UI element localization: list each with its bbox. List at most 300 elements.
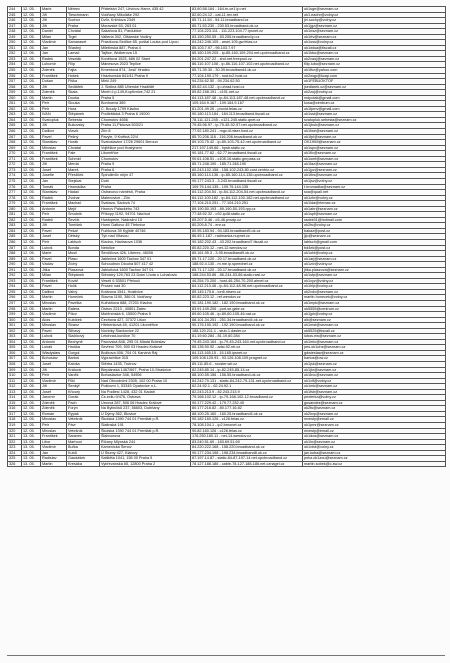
address-cell: Říčany Mlýnská 244: [100, 439, 191, 445]
row-number-cell: 272: [8, 162, 22, 168]
email-cell: ok1nsz@seznam.cz: [303, 29, 446, 35]
email-cell: ok1jyz@seznam.cz: [303, 167, 446, 173]
address-cell: Kmentová 874, 'Jesil' Hradec: [100, 68, 191, 74]
date-cell: 13. 05.: [22, 434, 41, 440]
last-name-cell: Šilhavý: [67, 328, 100, 334]
date-cell: 12. 05.: [22, 84, 41, 90]
date-cell: 12. 05.: [22, 167, 41, 173]
first-name-cell: Dalibor: [41, 129, 67, 135]
last-name-cell: Forýn: [67, 406, 100, 412]
ip-host-cell: 90.61.108.51 - c108.16.static.gnrpass.cz: [191, 156, 303, 162]
first-name-cell: Jan: [41, 178, 67, 184]
address-cell: Školská 1390 744 01 Frenštát p.R.: [100, 417, 191, 423]
date-cell: 12. 05.: [22, 334, 41, 340]
address-cell: Pacovská 848, 295 01 Mladá Boleslav: [100, 339, 191, 345]
row-number-cell: 276: [8, 184, 22, 190]
last-name-cell: Bukovský: [67, 123, 100, 129]
email-cell: ok1mst@seznam.cz: [303, 323, 446, 329]
last-name-cell: Marhoul: [67, 439, 100, 445]
first-name-cell: Jiří: [41, 23, 67, 29]
last-name-cell: Douša: [67, 95, 100, 101]
address-cell: Špindlerův mlýn 47: [100, 173, 191, 179]
address-cell: Fučíkova 39 Kyjiště 40746: [100, 228, 191, 234]
ip-host-cell: 89.190.50.193 - 89-190-50-193.rpy.cz: [191, 206, 303, 212]
email-cell: ok1vbd@volny.cz: [303, 445, 446, 451]
ip-host-cell: 84.242.246.105 - arsel-105.gw.felas.cz: [191, 40, 303, 46]
contest-log-table: [7, 6, 446, 467]
last-name-cell: Praha: [67, 23, 100, 29]
ip-host-cell: 77.104.210.251 - 77.104.210.251: [191, 201, 303, 207]
ip-host-cell: 86.49.1.187 - radmanka.nupnet.cz: [191, 234, 303, 240]
ip-host-cell: 80.177.216.82 - 80.177.16.82: [191, 406, 303, 412]
date-cell: 12. 05.: [22, 95, 41, 101]
address-cell: Vodňany Mikoláše 292: [100, 12, 191, 18]
email-cell: ok2zoj@volny.cz: [303, 90, 446, 96]
row-number-cell: 300: [8, 317, 22, 323]
date-cell: 12. 05.: [22, 317, 41, 323]
ip-host-cell: 109.75.144.135 - 109.75.144.135: [191, 184, 303, 190]
first-name-cell: Vladimír: [41, 40, 67, 46]
address-cell: Praha 11,Pickova 503/21: [100, 123, 191, 129]
address-cell: Stavna 1190, 386 01 Vodňany: [100, 295, 191, 301]
ip-host-cell: 80.243.102.158 - 158-102-243-80.cust.centrio.cz: [191, 167, 303, 173]
date-cell: 12. 05.: [22, 406, 41, 412]
date-cell: 12. 05.: [22, 417, 41, 423]
date-cell: 12. 05.: [22, 68, 41, 74]
ip-host-cell: 85.71.11.54 - 54.11.broadband.cz: [191, 18, 303, 24]
first-name-cell: Jiří: [41, 123, 67, 129]
date-cell: 13. 05.: [22, 439, 41, 445]
ip-host-cell: 188.120.211.1 - stub-1.dasler.cz: [191, 328, 303, 334]
row-number-cell: 268: [8, 140, 22, 146]
address-cell: Praha 9: [100, 162, 191, 168]
ip-host-cell: 188.244.53.86 - 86-244-53-86.static.rwsl.cz: [191, 273, 303, 279]
date-cell: 12. 05.: [22, 411, 41, 417]
address-cell: Salštěta 1041, 155 00 Praha 5: [100, 456, 191, 462]
address-cell: U Stumy 427, Klatovy: [100, 450, 191, 456]
date-cell: 12. 05.: [22, 51, 41, 57]
last-name-cell: Pávr: [67, 423, 100, 429]
date-cell: 13. 05.: [22, 450, 41, 456]
first-name-cell: Jitka: [41, 267, 67, 273]
address-cell: Podleštická 3 Praha 6 19000: [100, 112, 191, 118]
first-name-cell: Lubomír: [41, 62, 67, 68]
first-name-cell: Radek: [41, 217, 67, 223]
first-name-cell: Jiří: [41, 367, 67, 373]
ip-host-cell: 90.177.243.3 - 3.243.broadband.tiscali.cz: [191, 178, 303, 184]
ip-host-cell: 78.111.121.245 - c121-245.static.qnet.cz: [191, 117, 303, 123]
row-number-cell: 267: [8, 134, 22, 140]
email-cell: ok1mtc@seznam.cz: [303, 339, 446, 345]
row-number-cell: 254: [8, 62, 22, 68]
date-cell: 12. 05.: [22, 56, 41, 62]
ip-host-cell: 78.127.188.186 - cable-78-127-188-186.net.cznagel.cz: [191, 461, 303, 467]
row-number-cell: 270: [8, 151, 22, 157]
ip-host-cell: 77.92.180.241 - mgv.dl.ntser.host.cz: [191, 129, 303, 135]
date-cell: 12. 05.: [22, 245, 41, 251]
last-name-cell: Bartoš: [67, 356, 100, 362]
first-name-cell: Jiří: [41, 84, 67, 90]
row-number-cell: 298: [8, 306, 22, 312]
row-number-cell: 246: [8, 18, 22, 24]
last-name-cell: Vaněk: [67, 373, 100, 379]
row-number-cell: 305: [8, 345, 22, 351]
email-cell: filip.lubo@seznam.cz: [303, 62, 446, 68]
first-name-cell: Luboš: [41, 334, 67, 340]
email-cell: ok1fpmv@gmail.com: [303, 106, 446, 112]
address-cell: Mnetí č.p.149,Kopřivnice,742 21: [100, 90, 191, 96]
address-cell: Schoudnov Dlouhá 607 417 42: [100, 262, 191, 268]
last-name-cell: Filip: [67, 62, 100, 68]
email-cell: ok1jpk@volny.cz: [303, 312, 446, 318]
ip-host-cell: 77.104.190.179 - nod.tc2.host.cz: [191, 73, 303, 79]
address-cell: Kamenická Šenov: [100, 445, 191, 451]
date-cell: 12. 05.: [22, 384, 41, 390]
last-name-cell: Gorák: [67, 395, 100, 401]
last-name-cell: Machač: [67, 201, 100, 207]
date-cell: 12. 05.: [22, 267, 41, 273]
first-name-cell: Josef: [41, 167, 67, 173]
date-cell: 12. 05.: [22, 195, 41, 201]
last-name-cell: Slačíkový: [67, 334, 100, 340]
date-cell: 12. 05.: [22, 356, 41, 362]
address-cell: Čs.exilu 9/476, Ostrava: [100, 395, 191, 401]
row-number-cell: 309: [8, 367, 22, 373]
address-cell: Hrázkovská 841/41 Praha 9: [100, 73, 191, 79]
row-number-cell: 277: [8, 190, 22, 196]
date-cell: 12. 05.: [22, 206, 41, 212]
address-cell: Praha 5: [100, 95, 191, 101]
email-cell: sxa@quail.net: [303, 190, 446, 196]
ip-host-cell: 79.45.243.164 - ip-79-45-243-164.net.upcbroadband.cz: [191, 339, 303, 345]
page-footer-rule: [7, 655, 445, 662]
address-cell: Vojtěšice pod Hostýnem: [100, 145, 191, 151]
first-name-cell: Petr: [41, 373, 67, 379]
row-number-cell: 271: [8, 156, 22, 162]
date-cell: 12. 05.: [22, 262, 41, 268]
ip-host-cell: 89.82.158.191 - c191.net.cz: [191, 90, 303, 96]
row-number-cell: 256: [8, 73, 22, 79]
date-cell: 12. 05.: [22, 117, 41, 123]
first-name-cell: František: [41, 156, 67, 162]
first-name-cell: Antonín: [41, 206, 67, 212]
address-cell: Sevření 709, 500 03 Hradec Králové: [100, 345, 191, 351]
email-cell: jijo@seznam.cz: [303, 234, 446, 240]
ip-host-cell: 84.112.213.48 - ip-84-112-48-96.net.upcbroadband.cz: [191, 284, 303, 290]
ip-host-cell: 90.182.160.126 - c126.felas.cz: [191, 417, 303, 423]
ip-host-cell: 85.70.206.116 - 116.206.broadband.ok.cz: [191, 134, 303, 140]
address-cell: Chomutov 4656: [100, 117, 191, 123]
first-name-cell: Daniel: [41, 29, 67, 35]
row-number-cell: 258: [8, 84, 22, 90]
row-number-cell: 279: [8, 201, 22, 207]
row-number-cell: 245: [8, 12, 22, 18]
row-number-cell: 274: [8, 173, 22, 179]
address-cell: Valteria 302, Olšánské Vodiny: [100, 34, 191, 40]
row-number-cell: 257: [8, 79, 22, 85]
ip-host-cell: 87.197.14.87 - static-84-87-197-14.net.upcbroadband.cz: [191, 456, 303, 462]
email-cell: ok1ths@seznam.cz: [303, 173, 446, 179]
date-cell: 12. 05.: [22, 228, 41, 234]
address-cell: Horní Datlovo 45 Třebnice: [100, 223, 191, 229]
email-cell: pexterka@volny.cz: [303, 395, 446, 401]
email-cell: ok1vlf@volny.cz: [303, 378, 446, 384]
first-name-cell: Libor: [41, 439, 67, 445]
date-cell: 12. 05.: [22, 79, 41, 85]
email-cell: jsedlarek.cz@seznam.cz: [303, 84, 446, 90]
email-cell: jitka.plaszova@seznam.cz: [303, 267, 446, 273]
address-cell: Bieplánská 1467/667, Praha 10-Strašnice: [100, 367, 191, 373]
email-cell: ok1spf@seznam.cz: [303, 212, 446, 218]
row-number-cell: 288: [8, 251, 22, 257]
email-cell: gusandez@seznam.cz: [303, 400, 446, 406]
email-cell: kosa@centrum.cz: [303, 101, 446, 107]
first-name-cell: Petr: [41, 106, 67, 112]
address-cell: Na Bylinčíků 237, 56603, Dubňany: [100, 406, 191, 412]
ip-host-cell: 84.201.247.22 - shd.net.freepool.cz: [191, 56, 303, 62]
email-cell: ok1wtua@tiscali.cz: [303, 45, 446, 51]
address-cell: Přátelství 247, Litvínov-Hamr, 435 42: [100, 7, 191, 13]
address-cell: Zlín 8: [100, 129, 191, 135]
ip-host-cell: 85.207.5.46 - c5-46.pvsdp.cz: [191, 217, 303, 223]
email-cell: ok2fu@seznam.cz: [303, 406, 446, 412]
last-name-cell: Merda: [67, 162, 100, 168]
ip-host-cell: 85.62.44.132 - ip.uhrad.host.cz: [191, 84, 303, 90]
row-number-cell: 319: [8, 423, 22, 429]
ip-host-cell: 84.112.100.182 - ip-84-112-100-182.net.upcbroadband.cz: [191, 195, 303, 201]
first-name-cell: Zdeněk: [41, 406, 67, 412]
first-name-cell: Jiří: [41, 162, 67, 168]
address-cell: Stěrba 1435, Trutnov: [100, 362, 191, 368]
ip-host-cell: 90.177.234.198 - 198.234.broadband8.ok.cz: [191, 450, 303, 456]
date-cell: 12. 05.: [22, 156, 41, 162]
address-cell: Na Podlesí 1428, 432 01 Kadaň: [100, 389, 191, 395]
row-number-cell: 261: [8, 101, 22, 107]
last-name-cell: Kovář: [67, 278, 100, 284]
email-cell: ok1xyz@volny.cz: [303, 278, 446, 284]
last-name-cell: Tieschmann: [67, 12, 100, 18]
date-cell: 12. 05.: [22, 201, 41, 207]
email-cell: ok1smf@seznam.cz: [303, 156, 446, 162]
address-cell: Příkopy 1192, 94701 Náchod: [100, 212, 191, 218]
first-name-cell: Petr: [41, 239, 67, 245]
email-cell: ok1flv@seznam.cz: [303, 151, 446, 157]
last-name-cell: Píkor: [67, 312, 100, 318]
ip-host-cell: 90.181.190.182 - 182.190.broadband.ok.cz: [191, 300, 303, 306]
row-number-cell: 292: [8, 273, 22, 279]
date-cell: 12. 05.: [22, 40, 41, 46]
email-cell: ok1rtv@seznam.cz: [303, 34, 446, 40]
email-cell: ok1pmr@seznam.cz: [303, 423, 446, 429]
date-cell: 12. 05.: [22, 145, 41, 151]
last-name-cell: Sochor: [67, 18, 100, 24]
address-cell: Proseč nad 30: [100, 284, 191, 290]
address-cell: Svatoslavice 17/26 29601 Beroun: [100, 140, 191, 146]
first-name-cell: Václav: [41, 262, 67, 268]
row-number-cell: 317: [8, 411, 22, 417]
row-number-cell: 260: [8, 95, 22, 101]
row-number-cell: 306: [8, 350, 22, 356]
row-number-cell: 316: [8, 406, 22, 412]
last-name-cell: Fajta: [67, 68, 100, 74]
last-name-cell: Mejíř: [67, 206, 100, 212]
date-cell: 12. 05.: [22, 284, 41, 290]
email-cell: ok1kbu@seznam.cz: [303, 51, 446, 57]
email-cell: ok1ziv@volny.cz: [303, 262, 446, 268]
last-name-cell: Hora: [67, 106, 100, 112]
ip-host-cell: 90.181.77.62 - 62.77.broadband.tiscali.cz: [191, 151, 303, 157]
last-name-cell: Trgel: [67, 34, 100, 40]
date-cell: 12. 05.: [22, 184, 41, 190]
first-name-cell: Petr: [41, 212, 67, 218]
last-name-cell: Lamač: [67, 51, 100, 57]
ip-host-cell: 85.71.17.120 - 20.17.broadband.ok.cz: [191, 256, 303, 262]
row-number-cell: 294: [8, 284, 22, 290]
ip-host-cell: 85.103.7.97 - 96.103.7.97: [191, 45, 303, 51]
row-number-cell: 324: [8, 450, 22, 456]
row-number-cell: 264: [8, 117, 22, 123]
ip-host-cell: 82.245.85.14 - ip-82-245-85-14.cz: [191, 367, 303, 373]
first-name-cell: Radislav: [41, 456, 67, 462]
ip-host-cell: 90.176.190.192 - 192.190.broadband.ok.cz: [191, 323, 303, 329]
date-cell: 12. 05.: [22, 306, 41, 312]
email-cell: ok1jkr@seznam.cz: [303, 367, 446, 373]
address-cell: Veselí 6 53501 Přelouč: [100, 278, 191, 284]
email-cell: ok1FEBUOKTOF: [303, 79, 446, 85]
last-name-cell: Kňoury: [67, 389, 100, 395]
first-name-cell: Roman: [41, 411, 67, 417]
ip-host-cell: 86.110.107.108 - ip-86-110-107-102.net.upcbroadband.cz: [191, 62, 303, 68]
address-cell: Vybřevanská 65, 12800 Praha 2: [100, 461, 191, 467]
date-cell: 12. 05.: [22, 367, 41, 373]
first-name-cell: Jiří: [41, 384, 67, 390]
last-name-cell: Fale: [67, 151, 100, 157]
ip-host-cell: 83.240.51.69 - 183.69.51.69: [191, 439, 303, 445]
ip-host-cell: 80.82.223.12 - ref.wendov.cz: [191, 295, 303, 301]
row-number-cell: 259: [8, 90, 22, 96]
first-name-cell: Władysław: [41, 350, 67, 356]
first-name-cell: Tomáš: [41, 184, 67, 190]
email-cell: ok1fwe@seznam.cz: [303, 129, 446, 135]
date-cell: 12. 05.: [22, 123, 41, 129]
date-cell: 12. 05.: [22, 101, 41, 107]
first-name-cell: Bohuslav: [41, 356, 67, 362]
date-cell: 12. 05.: [22, 378, 41, 384]
date-cell: 12. 05.: [22, 12, 41, 18]
date-cell: 12. 05.: [22, 29, 41, 35]
date-cell: 12. 05.: [22, 350, 41, 356]
row-number-cell: 287: [8, 245, 22, 251]
row-number-cell: 312: [8, 384, 22, 390]
last-name-cell: Pekař: [67, 228, 100, 234]
ip-host-cell: 80.209.8.74 - enr.cz: [191, 223, 303, 229]
ip-host-cell: 85.135.90.92 - adsl-92.ntr.cz: [191, 345, 303, 351]
ip-host-cell: 78.108.104.1 - ip2.brnonet.cz: [191, 423, 303, 429]
email-cell: ok2ts@volny.cz: [303, 223, 446, 229]
email-cell: mvesty@email.cz: [303, 417, 446, 423]
last-name-cell: Hromádka: [67, 184, 100, 190]
row-number-cell: 286: [8, 239, 22, 245]
ip-host-cell: 90.180.113.184 - 184.113.broadband.tiscali.cz: [191, 112, 303, 118]
last-name-cell: Buřka: [67, 445, 100, 451]
email-cell: ok1uss@volny.cz: [303, 40, 446, 46]
date-cell: 12. 05.: [22, 312, 41, 318]
date-cell: 12. 05.: [22, 134, 41, 140]
address-cell: Školská 1390 744 01 Frenštát p.R.: [100, 428, 191, 434]
ip-host-cell: 85.160.109.205 - ip-85-160-109-204.net.upcbroadband.cz: [191, 51, 303, 57]
first-name-cell: Marie: [41, 251, 67, 257]
ip-host-cell: 89.103.75.42 - ip-89-103-75-42.net.upcbroadband.cz: [191, 140, 303, 146]
last-name-cell: Smutník: [67, 212, 100, 218]
first-name-cell: Miroslav: [41, 145, 67, 151]
email-cell: martin.sobek@c-sw.cz: [303, 461, 446, 467]
email-cell: lubos.ew@seznam.cz: [303, 334, 446, 340]
row-number-cell: 285: [8, 234, 22, 240]
date-cell: 12. 05.: [22, 256, 41, 262]
email-cell: ok2vaoj@seznam.cz: [303, 56, 446, 62]
last-name-cell: Samaraset: [67, 40, 100, 46]
address-cell: Hustopeče, Nádražní 15: [100, 217, 191, 223]
last-name-cell: Zíchý: [67, 262, 100, 268]
ip-host-cell: 89.60.105.46 - ip-89-60-105-46.nat.cz: [191, 312, 303, 318]
first-name-cell: Jaromír: [41, 395, 67, 401]
first-name-cell: František: [41, 201, 67, 207]
email-cell: bd4ek@post.cz: [303, 245, 446, 251]
date-cell: 12. 05.: [22, 345, 41, 351]
date-cell: 12. 05.: [22, 323, 41, 329]
email-cell: ok1hlp@volny.cz: [303, 284, 446, 290]
row-number-cell: 293: [8, 278, 22, 284]
address-cell: Nad Obvodními 2305, 102 00 Praha 10: [100, 378, 191, 384]
first-name-cell: František: [41, 151, 67, 157]
date-cell: 12. 05.: [22, 151, 41, 157]
first-name-cell: Stanislav: [41, 140, 67, 146]
first-name-cell: Josef: [41, 234, 67, 240]
email-cell: ok1bvc@seznam.cz: [303, 373, 446, 379]
ip-host-cell: 82.243.213.9 - 82.243.213.9: [191, 389, 303, 395]
ip-host-cell: 84.220.222.168 - 158.220.broadband.ok.cz: [191, 445, 303, 451]
email-cell: ok1jbuk@seznam.cz: [303, 123, 446, 129]
date-cell: 12. 05.: [22, 162, 41, 168]
date-cell: 12. 05.: [22, 389, 41, 395]
email-cell: ok5525@tiscali.cz: [303, 328, 446, 334]
row-number-cell: 289: [8, 256, 22, 262]
first-name-cell: František: [41, 73, 67, 79]
email-cell: martin.honecek@volny.cz: [303, 295, 446, 301]
address-cell: Ostrov 2213 , 40801 Žatec: [100, 306, 191, 312]
address-cell: Slatinská 191: [100, 423, 191, 429]
last-name-cell: Zvohar: [67, 195, 100, 201]
email-cell: ok1mk@seznam.cz: [303, 384, 446, 390]
first-name-cell: Miroslav: [41, 300, 67, 306]
last-name-cell: Horák: [67, 140, 100, 146]
date-cell: 12. 05.: [22, 362, 41, 368]
email-cell: ok2vdv@seznam.cz: [303, 289, 446, 295]
email-cell: ok1fkz@yahoo.com: [303, 68, 446, 74]
row-number-cell: 321: [8, 434, 22, 440]
row-number-cell: 262: [8, 106, 22, 112]
first-name-cell: Petr: [41, 101, 67, 107]
ip-host-cell: 84.113.165.15 - 15.165.ipsnet.cz: [191, 350, 303, 356]
address-cell: Jabloňová 1600 Tachov 347 01: [100, 267, 191, 273]
last-name-cell: Hruška: [67, 345, 100, 351]
address-cell: Malenovice - Zlín: [100, 195, 191, 201]
address-cell: Stěnický 129,763 23 Dolní Lhota u Luhačovic: [100, 273, 191, 279]
last-name-cell: Kresáka: [67, 461, 100, 467]
ip-host-cell: 80.95.183.94 - 94.183.broadband5.ok.cz: [191, 228, 303, 234]
first-name-cell: Martin: [41, 95, 67, 101]
date-cell: 12. 05.: [22, 300, 41, 306]
